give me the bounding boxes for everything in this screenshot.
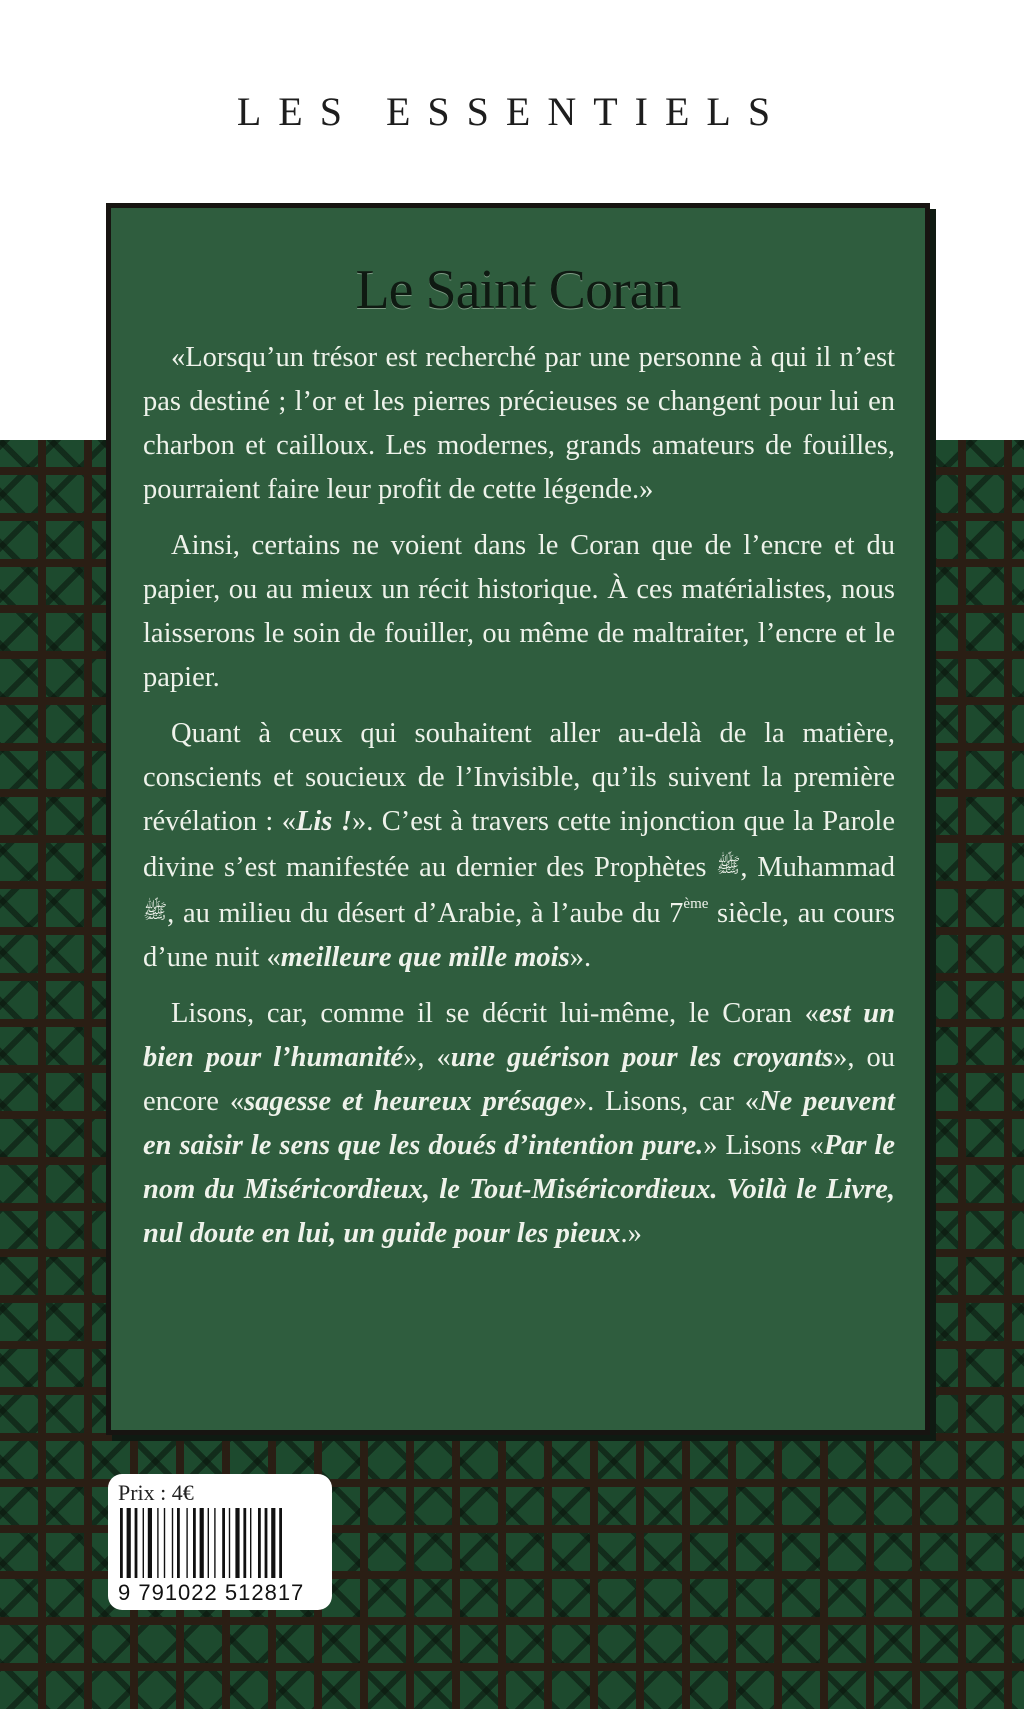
paragraph-2: Ainsi, certains ne voient dans le Coran que de l’encre et du papier, ou au mieux un récit historique. À ces matérialistes, nous laisserons le soin de fouiller, ou même de maltraiter, l’encre et le papier. xyxy=(143,530,895,693)
emphasis-night: meilleure que mille mois xyxy=(280,942,570,973)
honorific-icon: ﷺ xyxy=(143,901,168,923)
barcode-number: 9 791022 512817 xyxy=(118,1580,305,1605)
paragraph-1: «Lorsqu’un trésor est recherché par une personne à qui il n’est pas destiné ; l’or et les pierres précieuses se changent pour lui en charbon et cailloux. Les modernes, grands amateurs de fouilles, pourraient faire leur profit de cette légende.» xyxy=(143,342,895,505)
paragraph-3: Quant à ceux qui souhaitent aller au-delà de la matière, conscients et soucieux de l’Invisible, qu’ils suivent la première révélation : «Lis !». C’est à travers cette injonction que la Parole divine s’est manifestée au dernier des Prophètes ﷺ, Muhammad ﷺ, au milieu du désert d’Arabie, à l’aube du 7ème siècle, au cours d’une nuit «meilleure que mille mois». xyxy=(143,718,896,973)
book-title: Le Saint Coran xyxy=(355,259,681,321)
barcode-icon xyxy=(118,1508,318,1578)
price-sticker xyxy=(108,1474,332,1610)
emphasis-lis: Lis ! xyxy=(295,806,352,837)
text-panel xyxy=(106,203,930,1435)
series-title: LES ESSENTIELS xyxy=(236,89,788,134)
description-text xyxy=(143,336,895,1268)
paragraph-4: Lisons, car, comme il se décrit lui-même, le Coran «est un bien pour l’humanité», «une guérison pour les croyants», ou encore «sagesse et heureux présage». Lisons, car «Ne peuvent en saisir le sens que les doués d’intention pure.» Lisons «Par le nom du Miséricordieux, le Tout-Miséricordieux. Voilà le Livre, nul doute en lui, un guide pour les pieux.» xyxy=(143,998,896,1249)
price-text: Prix : 4€ xyxy=(118,1480,194,1505)
honorific-icon: ﷺ xyxy=(716,855,741,877)
